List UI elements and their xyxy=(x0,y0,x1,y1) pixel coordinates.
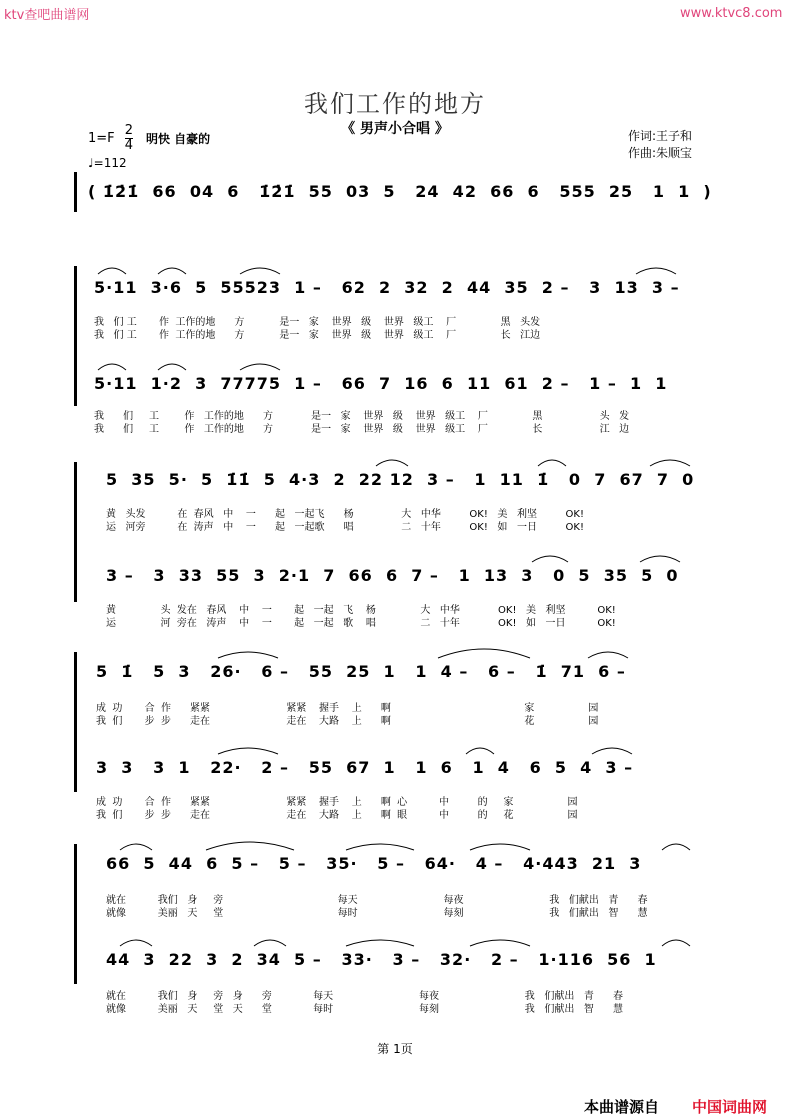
slur xyxy=(532,556,568,562)
upper-voice-notes: 5·11 3·6 5 55523 1 – 62 2 32 2 44 35 2 – 3 13 3 – xyxy=(94,278,680,297)
slur xyxy=(650,460,690,466)
upper-lyric-verse1: 我 们 工 作 工作的地 方 是一 家 世界 级 世界 级工 厂 黑 头发 xyxy=(94,317,541,328)
slur xyxy=(158,364,186,370)
watermark-right: www.ktvc8.com xyxy=(680,6,783,21)
lower-lyric-verse2: 我 们 步 步 走在 走在 大路 上 啊 眼 中 的 花 园 xyxy=(96,810,578,821)
slur xyxy=(470,940,530,946)
slur xyxy=(438,649,530,658)
upper-lyric-verse1: 就在 我们 身 旁 每天 每夜 我 们献出 青 春 xyxy=(106,895,648,906)
lower-voice-notes: 3 – 3 33 55 3 2·1 7 66 6 7 – 1 13 3 0 5 35 5 0 xyxy=(106,566,679,585)
slur xyxy=(470,844,530,850)
song-subtitle: 《 男声小合唱 》 xyxy=(341,121,449,137)
slur xyxy=(120,940,152,946)
lower-lyric-verse2: 就像 美丽 天 堂 天 堂 每时 每刻 我 们献出 智 慧 xyxy=(106,1004,623,1015)
lower-lyric-verse2: 运 河 旁在 涛声 中 一 起 一起 歌 唱 二 十年 OK! 如 一日 OK! xyxy=(106,618,616,629)
intro-notes: ( 1̇2̇1̇ 66 04 6 1̇2̇1̇ 55 03 5 24 42 66 6 555 25 1 1 ) xyxy=(88,182,712,201)
page-number: 第 1页 xyxy=(377,1042,413,1056)
upper-voice-notes: 5 1̇ 5 3 26· 6 – 55 25 1 1 4 – 6 – 1̇ 71 6 – xyxy=(96,662,626,681)
slur xyxy=(346,844,414,850)
upper-voice-notes: 66 5 44 6 5 – 5 – 35· 5 – 64· 4 – 4·443 21 3 xyxy=(106,854,642,873)
slur xyxy=(538,460,566,466)
upper-lyric-verse2: 运 河旁 在 涛声 中 一 起 一起歌 唱 二 十年 OK! 如 一日 OK! xyxy=(106,522,584,533)
meter-top: 2 xyxy=(124,123,134,138)
slur xyxy=(120,844,152,850)
slur xyxy=(254,940,286,946)
upper-lyric-verse1: 成 功 合 作 紧紧 紧紧 握手 上 啊 家 园 xyxy=(96,703,599,714)
slur xyxy=(240,268,280,274)
lower-lyric-verse1: 成 功 合 作 紧紧 紧紧 握手 上 啊 心 中 的 家 园 xyxy=(96,797,578,808)
slur xyxy=(218,652,278,658)
lower-lyric-verse2: 我 们 工 作 工作的地 方 是一 家 世界 级 世界 级工 厂 长 江 边 xyxy=(94,424,630,435)
slur xyxy=(592,748,632,754)
slur xyxy=(98,268,126,274)
meter-bottom: 4 xyxy=(124,138,134,153)
upper-lyric-verse2: 我 们 工 作 工作的地 方 是一 家 世界 级 世界 级工 厂 长 江边 xyxy=(94,330,541,341)
key-label: 1=F xyxy=(88,131,115,146)
slur xyxy=(206,842,294,850)
slur xyxy=(98,364,126,370)
slur xyxy=(376,460,408,466)
upper-voice-notes: 5 35 5· 5 1̇1̇ 5 4·3 2 22 12 3 – 1 11 1̇ 0 7 67 7 0 xyxy=(106,470,695,489)
slur xyxy=(662,940,690,946)
upper-lyric-verse2: 我 们 步 步 走在 走在 大路 上 啊 花 园 xyxy=(96,716,599,727)
slur xyxy=(158,268,186,274)
lower-lyric-verse1: 我 们 工 作 工作的地 方 是一 家 世界 级 世界 级工 厂 黑 头 发 xyxy=(94,411,630,422)
slur xyxy=(218,748,278,754)
slur xyxy=(636,268,676,274)
slur xyxy=(466,748,494,754)
slur xyxy=(588,652,628,658)
slur xyxy=(346,940,414,946)
composer: 作曲:朱顺宝 xyxy=(628,146,693,160)
lower-voice-notes: 5·11 1·2 3 77775 1 – 66 7 16 6 11 61 2 – 1 – 1 1 xyxy=(94,374,668,393)
tempo-mark: 明快 自豪的 xyxy=(146,132,211,146)
lower-voice-notes: 3 3 3 1 22· 2 – 55 67 1 1 6 1 4 6 5 4 3 – xyxy=(96,758,634,777)
lyricist: 作词:王子和 xyxy=(628,129,693,143)
lower-lyric-verse1: 黄 头 发在 春风 中 一 起 一起 飞 杨 大 中华 OK! 美 利坚 OK! xyxy=(106,605,616,616)
slur xyxy=(640,556,680,562)
lower-lyric-verse1: 就在 我们 身 旁 身 旁 每天 每夜 我 们献出 青 春 xyxy=(106,991,623,1002)
song-title: 我们工作的地方 xyxy=(304,90,486,118)
upper-lyric-verse2: 就像 美丽 天 堂 每时 每刻 我 们献出 智 慧 xyxy=(106,908,648,919)
watermark-left: ktv查吧曲谱网 xyxy=(4,8,90,23)
source-label: 本曲谱源自 xyxy=(584,1098,660,1116)
bpm-mark: ♩=112 xyxy=(88,156,127,170)
source-site: 中国词曲网 xyxy=(692,1098,768,1116)
lower-voice-notes: 44 3 22 3 2 34 5 – 33· 3 – 32· 2 – 1·116 56 1 xyxy=(106,950,657,969)
slur xyxy=(240,364,280,370)
upper-lyric-verse1: 黄 头发 在 春风 中 一 起 一起飞 杨 大 中华 OK! 美 利坚 OK! xyxy=(106,509,584,520)
slur xyxy=(662,844,690,850)
